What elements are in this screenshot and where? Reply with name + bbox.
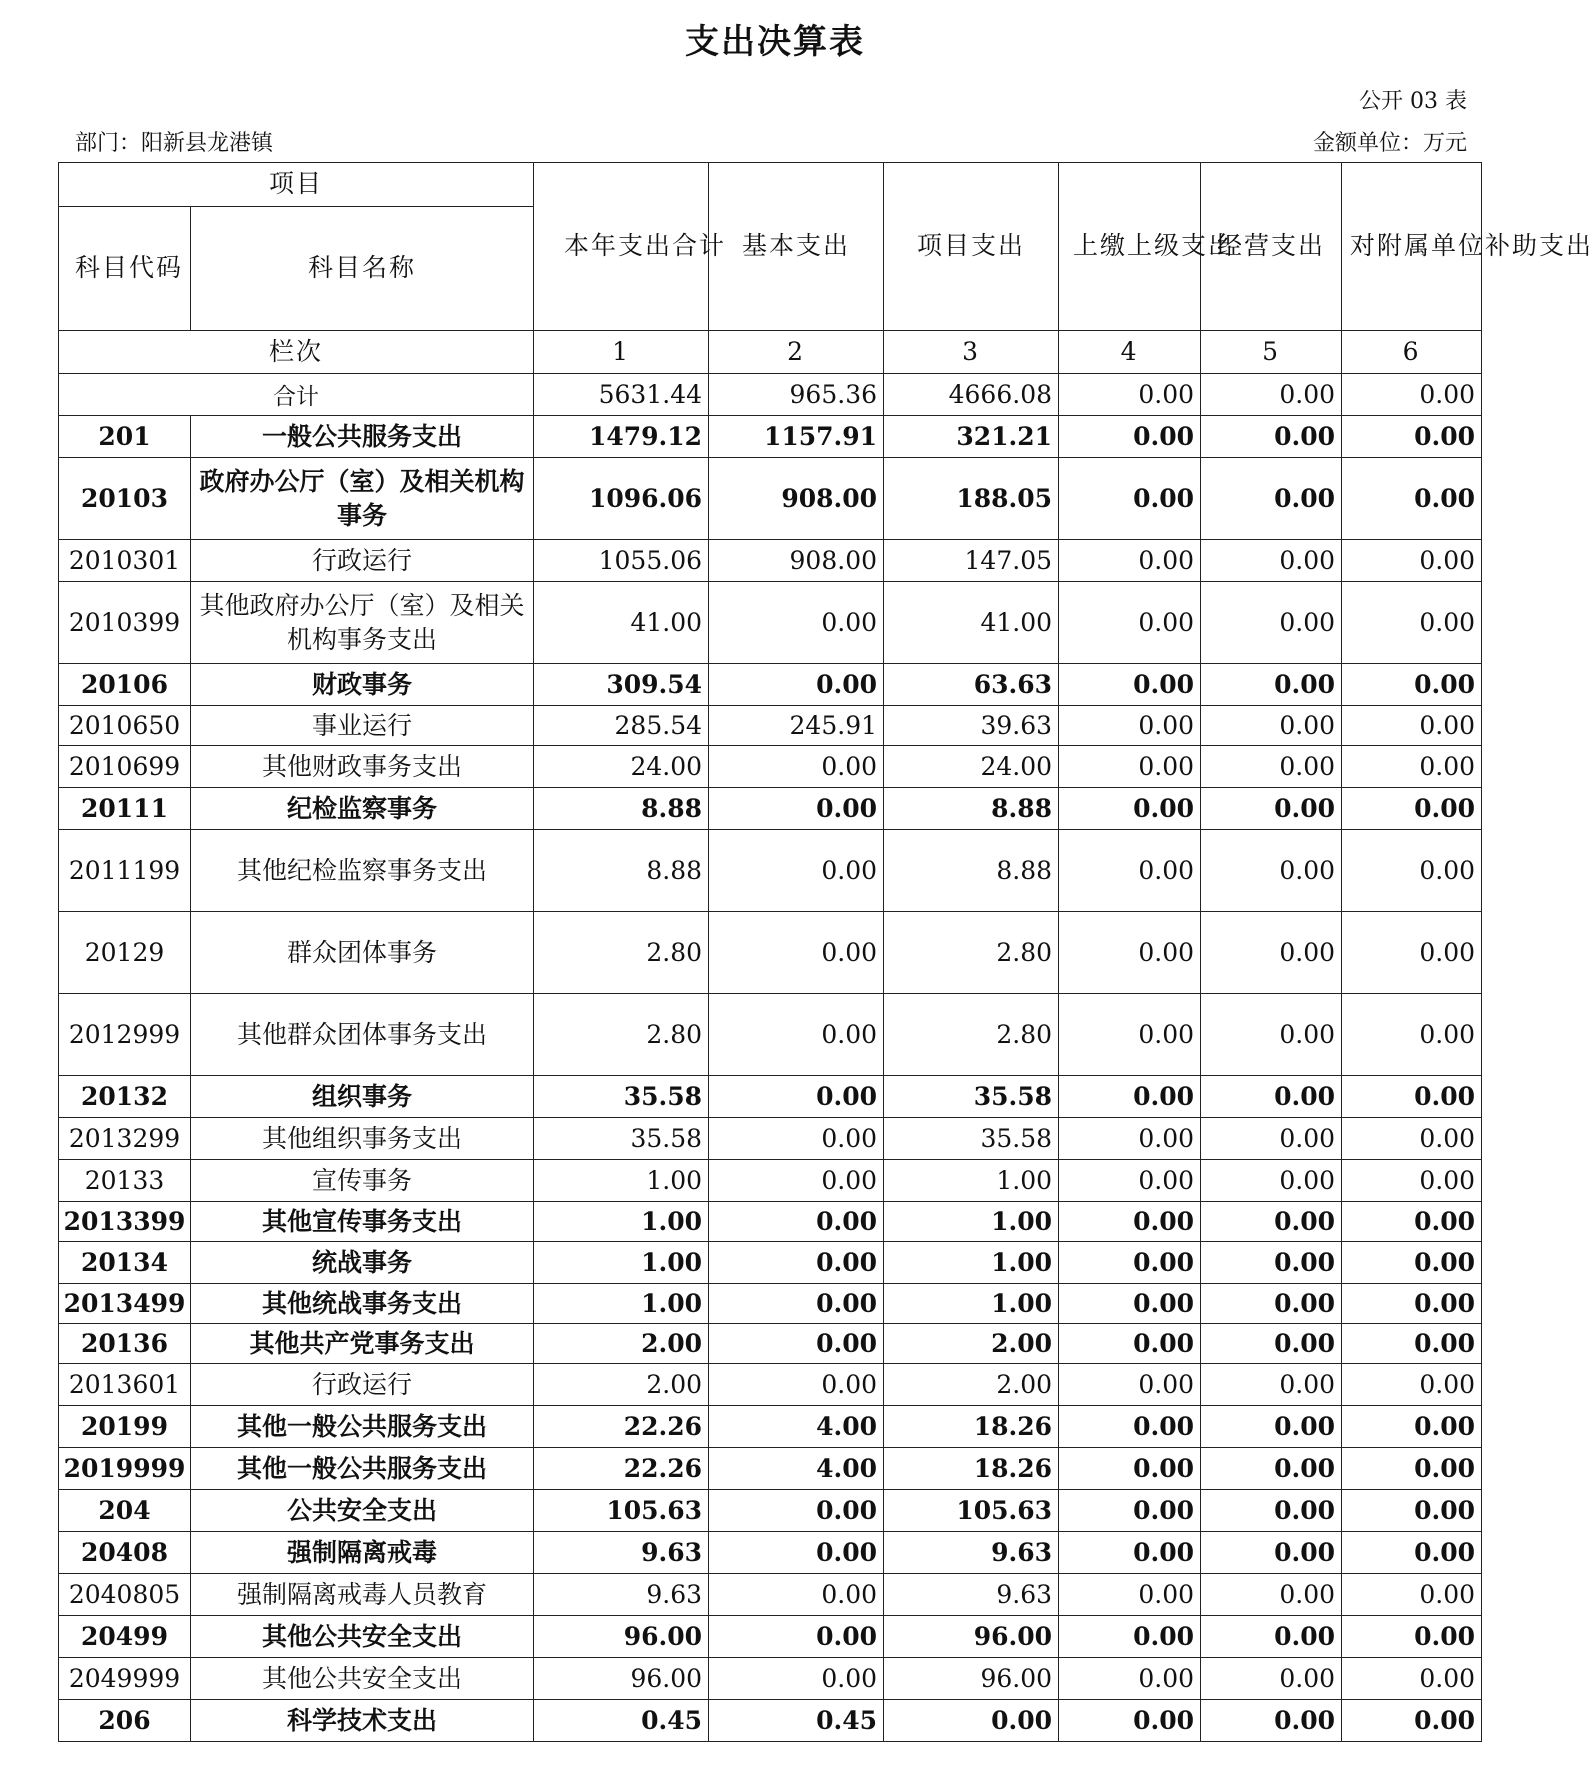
account-code: 20499 [59, 1616, 191, 1658]
header-col3: 项目支出 [884, 163, 1059, 331]
account-code: 2010399 [59, 582, 191, 664]
amount-cell: 0.00 [1201, 1202, 1342, 1242]
amount-cell: 96.00 [534, 1616, 709, 1658]
amount-cell: 0.00 [1201, 1448, 1342, 1490]
amount-cell: 35.58 [534, 1118, 709, 1160]
amount-cell: 0.00 [1201, 1406, 1342, 1448]
amount-cell: 0.00 [1342, 540, 1482, 582]
account-code: 2011199 [59, 830, 191, 912]
amount-cell: 2.80 [884, 912, 1059, 994]
amount-cell: 1.00 [534, 1202, 709, 1242]
account-name: 公共安全支出 [191, 1490, 534, 1532]
amount-cell: 0.00 [1201, 1616, 1342, 1658]
amount-cell: 0.00 [1201, 1160, 1342, 1202]
table-row [59, 1160, 1482, 1202]
table-row [59, 1242, 1482, 1284]
table-row [59, 582, 1482, 664]
form-number: 公开 03 表 [1359, 89, 1467, 114]
table-row [59, 1448, 1482, 1490]
amount-cell: 0.00 [1059, 788, 1201, 830]
account-name: 其他公共安全支出 [191, 1616, 534, 1658]
amount-cell: 0.00 [1342, 1284, 1482, 1324]
account-code: 2019999 [59, 1448, 191, 1490]
account-name: 其他政府办公厅（室）及相关机构事务支出 [191, 582, 534, 664]
amount-cell: 0.00 [1342, 458, 1482, 540]
amount-cell: 0.00 [709, 1490, 884, 1532]
amount-cell: 0.00 [1059, 1284, 1201, 1324]
amount-cell: 0.00 [1201, 1284, 1342, 1324]
account-name: 行政运行 [191, 1364, 534, 1406]
amount-cell: 0.00 [1342, 1658, 1482, 1700]
col-index-4: 4 [1059, 330, 1201, 374]
amount-cell: 4.00 [709, 1406, 884, 1448]
amount-cell: 0.00 [1342, 416, 1482, 458]
table-row [59, 458, 1482, 540]
account-name: 其他统战事务支出 [191, 1284, 534, 1324]
amount-cell: 9.63 [884, 1532, 1059, 1574]
row-index-label: 栏次 [59, 330, 534, 374]
account-code: 20134 [59, 1242, 191, 1284]
amount-cell: 1.00 [534, 1284, 709, 1324]
amount-cell: 0.00 [709, 1324, 884, 1364]
account-name: 财政事务 [191, 664, 534, 706]
amount-cell: 4.00 [709, 1448, 884, 1490]
amount-cell: 0.00 [1059, 1658, 1201, 1700]
account-code: 20199 [59, 1406, 191, 1448]
amount-cell: 35.58 [884, 1076, 1059, 1118]
account-code: 206 [59, 1700, 191, 1742]
account-name: 宣传事务 [191, 1160, 534, 1202]
total-label: 合计 [59, 374, 534, 416]
account-name: 强制隔离戒毒人员教育 [191, 1574, 534, 1616]
amount-cell: 0.00 [709, 788, 884, 830]
amount-cell: 1.00 [534, 1160, 709, 1202]
account-code: 2010301 [59, 540, 191, 582]
table-row [59, 1284, 1482, 1324]
amount-cell: 0.00 [1201, 1324, 1342, 1364]
amount-cell: 0.00 [1059, 1616, 1201, 1658]
account-code: 20136 [59, 1324, 191, 1364]
page-title: 支出决算表 [685, 22, 865, 62]
table-row [59, 1202, 1482, 1242]
amount-cell: 0.00 [709, 1574, 884, 1616]
amount-cell: 96.00 [884, 1658, 1059, 1700]
amount-cell: 0.00 [709, 1202, 884, 1242]
account-name: 群众团体事务 [191, 912, 534, 994]
amount-cell: 0.00 [709, 994, 884, 1076]
amount-cell: 0.00 [1201, 788, 1342, 830]
amount-cell: 0.00 [1342, 746, 1482, 788]
amount-cell: 0.00 [1342, 1242, 1482, 1284]
total-value: 0.00 [1201, 374, 1342, 416]
amount-cell: 0.00 [1059, 1700, 1201, 1742]
amount-cell: 0.00 [1342, 582, 1482, 664]
amount-cell: 0.00 [1201, 1574, 1342, 1616]
amount-cell: 0.00 [1342, 1448, 1482, 1490]
amount-cell: 0.00 [1342, 664, 1482, 706]
amount-cell: 0.00 [1059, 458, 1201, 540]
total-value: 0.00 [1342, 374, 1482, 416]
amount-cell: 0.00 [1059, 1574, 1201, 1616]
amount-cell: 35.58 [884, 1118, 1059, 1160]
department-label: 部门：阳新县龙港镇 [75, 131, 274, 156]
amount-cell: 0.00 [1201, 416, 1342, 458]
amount-cell: 96.00 [884, 1616, 1059, 1658]
table-row [59, 1616, 1482, 1658]
amount-cell: 0.00 [1342, 1324, 1482, 1364]
amount-cell: 0.00 [1342, 1616, 1482, 1658]
amount-cell: 0.00 [1342, 788, 1482, 830]
amount-cell: 0.00 [1201, 912, 1342, 994]
amount-cell: 0.00 [1342, 1490, 1482, 1532]
amount-cell: 0.00 [1059, 1202, 1201, 1242]
amount-cell: 0.00 [1059, 1076, 1201, 1118]
amount-cell: 0.00 [1059, 1118, 1201, 1160]
amount-cell: 0.00 [1059, 1242, 1201, 1284]
col-index-5: 5 [1201, 330, 1342, 374]
amount-cell: 18.26 [884, 1448, 1059, 1490]
account-code: 20111 [59, 788, 191, 830]
total-value: 4666.08 [884, 374, 1059, 416]
amount-unit-label: 金额单位：万元 [1312, 131, 1467, 156]
amount-cell: 147.05 [884, 540, 1059, 582]
amount-cell: 0.00 [1059, 706, 1201, 746]
account-name: 行政运行 [191, 540, 534, 582]
table-row [59, 1658, 1482, 1700]
amount-cell: 2.00 [884, 1324, 1059, 1364]
amount-cell: 9.63 [534, 1574, 709, 1616]
amount-cell: 908.00 [709, 458, 884, 540]
total-row [59, 374, 1482, 416]
account-name: 科学技术支出 [191, 1700, 534, 1742]
amount-cell: 0.00 [709, 664, 884, 706]
table-row [59, 1406, 1482, 1448]
amount-cell: 0.00 [1201, 1700, 1342, 1742]
amount-cell: 188.05 [884, 458, 1059, 540]
amount-cell: 0.00 [1201, 664, 1342, 706]
amount-cell: 0.00 [1342, 1202, 1482, 1242]
amount-cell: 0.00 [709, 912, 884, 994]
amount-cell: 908.00 [709, 540, 884, 582]
amount-cell: 0.00 [709, 1616, 884, 1658]
header-col1: 本年支出合计 [534, 163, 709, 331]
amount-cell: 1.00 [884, 1284, 1059, 1324]
amount-cell: 8.88 [884, 830, 1059, 912]
account-name: 其他组织事务支出 [191, 1118, 534, 1160]
amount-cell: 0.00 [1059, 1364, 1201, 1406]
account-name: 纪检监察事务 [191, 788, 534, 830]
amount-cell: 0.00 [1201, 706, 1342, 746]
account-name: 其他公共安全支出 [191, 1658, 534, 1700]
amount-cell: 105.63 [884, 1490, 1059, 1532]
table-row [59, 416, 1482, 458]
account-code: 20408 [59, 1532, 191, 1574]
table-row [59, 540, 1482, 582]
amount-cell: 2.80 [534, 994, 709, 1076]
account-name: 事业运行 [191, 706, 534, 746]
amount-cell: 0.00 [884, 1700, 1059, 1742]
amount-cell: 0.00 [1342, 1700, 1482, 1742]
amount-cell: 1055.06 [534, 540, 709, 582]
amount-cell: 0.00 [1201, 746, 1342, 788]
amount-cell: 2.80 [534, 912, 709, 994]
account-code: 20106 [59, 664, 191, 706]
account-code: 20129 [59, 912, 191, 994]
amount-cell: 35.58 [534, 1076, 709, 1118]
table-row [59, 1118, 1482, 1160]
account-code: 2010699 [59, 746, 191, 788]
amount-cell: 22.26 [534, 1406, 709, 1448]
amount-cell: 0.00 [1059, 1448, 1201, 1490]
amount-cell: 0.00 [1059, 1532, 1201, 1574]
table-row [59, 1364, 1482, 1406]
account-name: 强制隔离戒毒 [191, 1532, 534, 1574]
header-name: 科目名称 [191, 206, 534, 330]
amount-cell: 41.00 [884, 582, 1059, 664]
amount-cell: 0.00 [1059, 664, 1201, 706]
account-name: 其他一般公共服务支出 [191, 1448, 534, 1490]
amount-cell: 0.00 [709, 1658, 884, 1700]
header-col6: 对附属单位补助支出 [1342, 163, 1482, 331]
amount-cell: 0.00 [1059, 582, 1201, 664]
amount-cell: 0.00 [1342, 706, 1482, 746]
table-row [59, 1532, 1482, 1574]
col-index-1: 1 [534, 330, 709, 374]
table-row [59, 830, 1482, 912]
amount-cell: 0.00 [1059, 416, 1201, 458]
amount-cell: 1479.12 [534, 416, 709, 458]
amount-cell: 8.88 [884, 788, 1059, 830]
amount-cell: 1.00 [884, 1160, 1059, 1202]
account-name: 其他群众团体事务支出 [191, 994, 534, 1076]
amount-cell: 24.00 [884, 746, 1059, 788]
amount-cell: 0.00 [1201, 1532, 1342, 1574]
amount-cell: 0.00 [1342, 1364, 1482, 1406]
account-code: 20103 [59, 458, 191, 540]
account-name: 统战事务 [191, 1242, 534, 1284]
amount-cell: 0.00 [1342, 912, 1482, 994]
total-value: 965.36 [709, 374, 884, 416]
account-code: 20133 [59, 1160, 191, 1202]
amount-cell: 22.26 [534, 1448, 709, 1490]
amount-cell: 0.00 [1201, 1490, 1342, 1532]
amount-cell: 39.63 [884, 706, 1059, 746]
amount-cell: 0.00 [709, 1118, 884, 1160]
total-value: 0.00 [1059, 374, 1201, 416]
table-row [59, 746, 1482, 788]
amount-cell: 2.00 [534, 1324, 709, 1364]
amount-cell: 0.45 [534, 1700, 709, 1742]
account-code: 2013399 [59, 1202, 191, 1242]
amount-cell: 245.91 [709, 706, 884, 746]
account-name: 其他共产党事务支出 [191, 1324, 534, 1364]
table-row [59, 664, 1482, 706]
amount-cell: 9.63 [884, 1574, 1059, 1616]
amount-cell: 0.00 [1342, 994, 1482, 1076]
amount-cell: 0.00 [1342, 830, 1482, 912]
header-col4: 上缴上级支出 [1059, 163, 1201, 331]
amount-cell: 0.00 [1342, 1574, 1482, 1616]
amount-cell: 0.00 [1342, 1406, 1482, 1448]
amount-cell: 0.00 [1342, 1076, 1482, 1118]
account-name: 政府办公厅（室）及相关机构事务 [191, 458, 534, 540]
amount-cell: 1.00 [884, 1242, 1059, 1284]
account-code: 2012999 [59, 994, 191, 1076]
amount-cell: 1157.91 [709, 416, 884, 458]
amount-cell: 0.00 [1201, 1118, 1342, 1160]
amount-cell: 1.00 [884, 1202, 1059, 1242]
account-code: 201 [59, 416, 191, 458]
account-name: 其他财政事务支出 [191, 746, 534, 788]
account-name: 其他纪检监察事务支出 [191, 830, 534, 912]
account-code: 20132 [59, 1076, 191, 1118]
amount-cell: 0.00 [709, 1284, 884, 1324]
amount-cell: 0.00 [1059, 1406, 1201, 1448]
header-col2: 基本支出 [709, 163, 884, 331]
amount-cell: 0.00 [1201, 830, 1342, 912]
table-row [59, 788, 1482, 830]
amount-cell: 0.00 [709, 1160, 884, 1202]
amount-cell: 0.00 [1342, 1160, 1482, 1202]
amount-cell: 0.00 [709, 1076, 884, 1118]
account-name: 一般公共服务支出 [191, 416, 534, 458]
table-row [59, 706, 1482, 746]
amount-cell: 0.00 [1201, 1242, 1342, 1284]
amount-cell: 0.00 [1201, 994, 1342, 1076]
account-code: 2013299 [59, 1118, 191, 1160]
amount-cell: 0.00 [1201, 1364, 1342, 1406]
amount-cell: 1.00 [534, 1242, 709, 1284]
amount-cell: 96.00 [534, 1658, 709, 1700]
amount-cell: 285.54 [534, 706, 709, 746]
amount-cell: 0.45 [709, 1700, 884, 1742]
amount-cell: 2.80 [884, 994, 1059, 1076]
expenditure-table [58, 162, 1593, 1742]
account-code: 204 [59, 1490, 191, 1532]
table-row [59, 1490, 1482, 1532]
header-code: 科目代码 [59, 206, 191, 330]
col-index-6: 6 [1342, 330, 1482, 374]
table-row [59, 994, 1482, 1076]
amount-cell: 0.00 [1201, 540, 1342, 582]
account-code: 2040805 [59, 1574, 191, 1616]
amount-cell: 0.00 [1201, 582, 1342, 664]
amount-cell: 0.00 [1059, 746, 1201, 788]
amount-cell: 0.00 [1201, 1076, 1342, 1118]
amount-cell: 0.00 [1342, 1118, 1482, 1160]
table-row [59, 1700, 1482, 1742]
account-name: 其他一般公共服务支出 [191, 1406, 534, 1448]
total-value: 5631.44 [534, 374, 709, 416]
account-name: 组织事务 [191, 1076, 534, 1118]
amount-cell: 0.00 [709, 1532, 884, 1574]
account-name: 其他宣传事务支出 [191, 1202, 534, 1242]
amount-cell: 9.63 [534, 1532, 709, 1574]
header-col5: 经营支出 [1201, 163, 1342, 331]
col-index-3: 3 [884, 330, 1059, 374]
amount-cell: 0.00 [1059, 912, 1201, 994]
amount-cell: 2.00 [884, 1364, 1059, 1406]
amount-cell: 0.00 [1059, 1490, 1201, 1532]
col-index-2: 2 [709, 330, 884, 374]
amount-cell: 2.00 [534, 1364, 709, 1406]
amount-cell: 0.00 [1059, 830, 1201, 912]
amount-cell: 0.00 [1201, 1658, 1342, 1700]
amount-cell: 0.00 [1059, 1324, 1201, 1364]
header-project: 项目 [59, 163, 534, 207]
amount-cell: 24.00 [534, 746, 709, 788]
amount-cell: 0.00 [1059, 1160, 1201, 1202]
amount-cell: 0.00 [709, 830, 884, 912]
amount-cell: 0.00 [1342, 1532, 1482, 1574]
amount-cell: 0.00 [709, 746, 884, 788]
account-code: 2010650 [59, 706, 191, 746]
amount-cell: 105.63 [534, 1490, 709, 1532]
table-row [59, 1574, 1482, 1616]
amount-cell: 321.21 [884, 416, 1059, 458]
amount-cell: 0.00 [1059, 994, 1201, 1076]
amount-cell: 41.00 [534, 582, 709, 664]
amount-cell: 8.88 [534, 830, 709, 912]
amount-cell: 18.26 [884, 1406, 1059, 1448]
amount-cell: 0.00 [709, 1242, 884, 1284]
table-row [59, 1076, 1482, 1118]
amount-cell: 1096.06 [534, 458, 709, 540]
amount-cell: 0.00 [709, 1364, 884, 1406]
amount-cell: 309.54 [534, 664, 709, 706]
account-code: 2013601 [59, 1364, 191, 1406]
amount-cell: 63.63 [884, 664, 1059, 706]
amount-cell: 8.88 [534, 788, 709, 830]
amount-cell: 0.00 [1201, 458, 1342, 540]
amount-cell: 0.00 [1059, 540, 1201, 582]
amount-cell: 0.00 [709, 582, 884, 664]
account-code: 2049999 [59, 1658, 191, 1700]
account-code: 2013499 [59, 1284, 191, 1324]
table-row [59, 912, 1482, 994]
table-row [59, 1324, 1482, 1364]
